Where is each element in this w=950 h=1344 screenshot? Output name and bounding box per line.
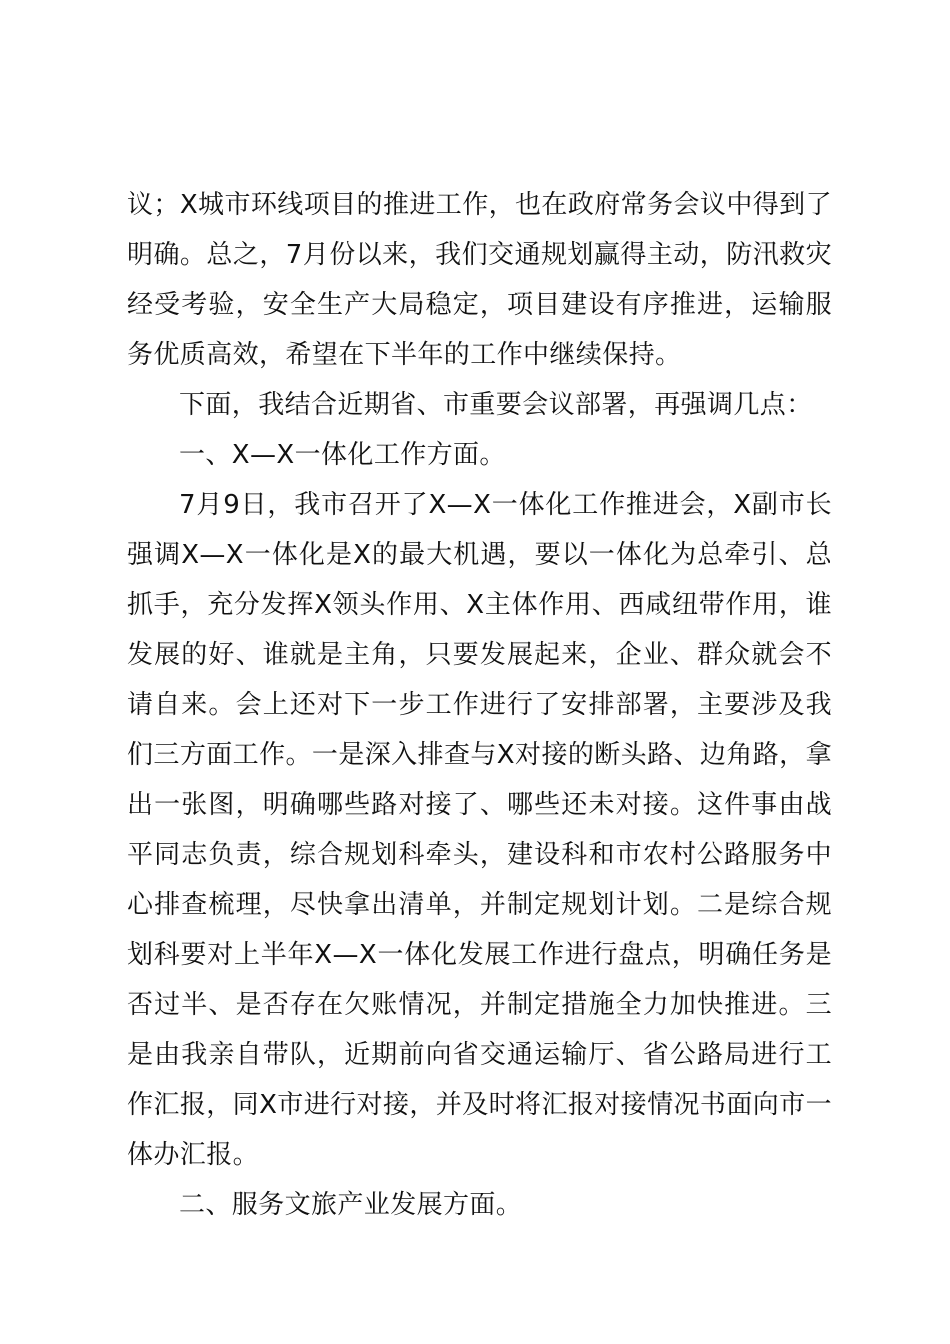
section-heading-tourism: 二、服务文旅产业发展方面。	[179, 1190, 523, 1220]
paragraph-integration-detail: 7月9日，我市召开了X—X一体化工作推进会，X副市长强调X—X一体化是X的最大机遇，要以一体化为总牵引、总抓手，充分发挥X领头作用、X主体作用、西咸纽带作用，谁发展的好、谁就是主角，只要发展起来，企业、群众就会不请自来。会上还对下一步工作进行了安排部署，主要涉及我们三方面工作。一是深入排查与X对接的断头路、边角路，拿出一张图，明确哪些路对接了、哪些还未对接。这件事由战平同志负责，综合规划科牵头，建设科和市农村公路服务中心排查梳理，尽快拿出清单，并制定规划计划。二是综合规划科要对上半年X—X一体化发展工作进行盘点，明确任务是否过半、是否存在欠账情况，并制定措施全力加快推进。三是由我亲自带队，近期前向省交通运输厅、省公路局进行工作汇报，同X市进行对接，并及时将汇报对接情况书面向市一体办汇报。	[127, 490, 832, 1170]
paragraph-meeting-summary: 议；X城市环线项目的推进工作，也在政府常务会议中得到了明确。总之，7月份以来，我们交通规划赢得主动，防汛救灾经受考验，安全生产大局稳定，项目建设有序推进，运输服务优质高效，希望在下半年的工作中继续保持。	[127, 190, 832, 370]
section-heading-integration: 一、X—X一体化工作方面。	[179, 440, 506, 470]
paragraph-intro: 下面，我结合近期省、市重要会议部署，再强调几点：	[179, 390, 813, 420]
document-body	[127, 180, 832, 1230]
